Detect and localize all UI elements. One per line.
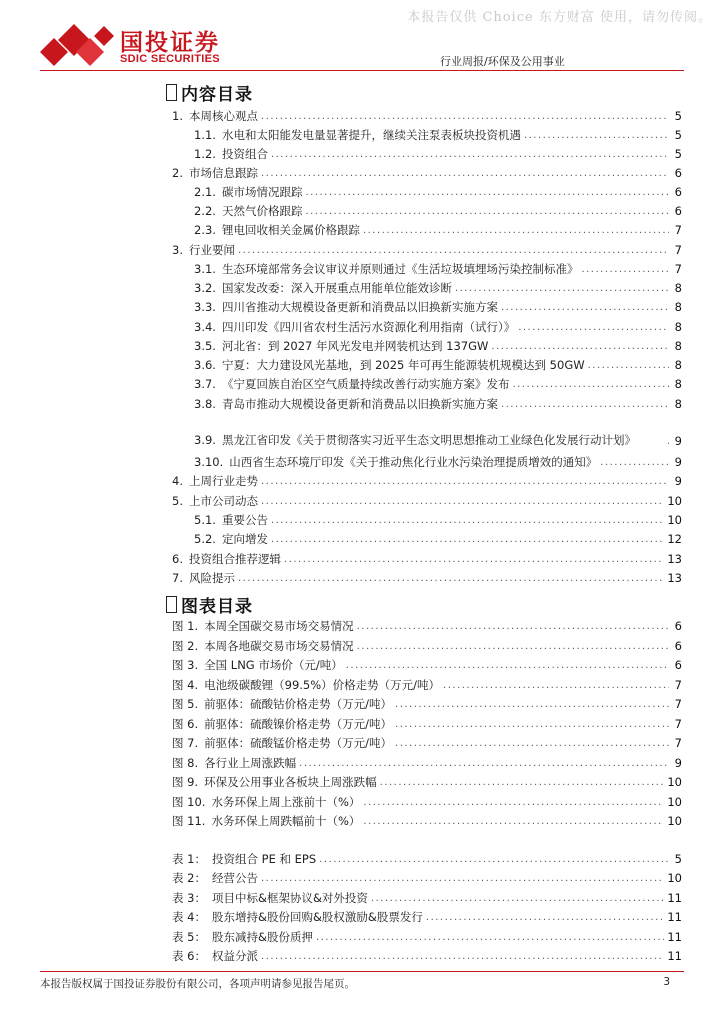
figure-entry[interactable]: 图 6. 前驱体：硫酸镍价格走势（万元/吨） ..... 7 — [172, 714, 682, 732]
toc-entry[interactable]: 3.5. 河北省：到 2027 年风光发电并网装机达到 137GW ..... 8 — [194, 336, 682, 354]
figures-heading — [166, 592, 253, 617]
toc-entry[interactable]: 3.2. 国家发改委：深入开展重点用能单位能效诊断 ..... 8 — [194, 278, 682, 296]
table-entry[interactable]: 表 5： 股东减持&股份质押 ..... 11 — [172, 927, 682, 945]
toc-entry[interactable]: 5.2. 定向增发 ..... 12 — [194, 529, 682, 547]
toc-entry[interactable]: 1.2. 投资组合 ..... 5 — [194, 144, 682, 162]
toc-entry[interactable]: 3.4. 四川印发《四川省农村生活污水资源化利用指南（试行）》 ..... 8 — [194, 317, 682, 335]
watermark: 本报告仅供 Choice 东方财富 使用，请勿传阅。 — [407, 10, 712, 25]
header-divider — [40, 70, 684, 71]
footer-disclaimer: 本报告版权属于国投证券股份有限公司，各项声明请参见报告尾页。 — [40, 978, 355, 990]
toc-entry[interactable]: 3.3. 四川省推动大规模设备更新和消费品以旧换新实施方案 ..... 8 — [194, 297, 682, 315]
toc-entry[interactable]: 5.1. 重要公告 ..... 10 — [194, 510, 682, 528]
toc-entry[interactable]: 3.1. 生态环境部常务会议审议并原则通过《生活垃圾填埋场污染控制标准》 ..... 7 — [194, 259, 682, 277]
logo-name-en: SDIC SECURITIES — [120, 53, 220, 65]
logo-name-cn: 国投证券 — [120, 30, 220, 56]
contents-heading — [166, 80, 253, 105]
figure-entry[interactable]: 图 7. 前驱体：硫酸锰价格走势（万元/吨） ..... 7 — [172, 733, 682, 751]
toc-entry[interactable]: 1.1. 水电和太阳能发电量显著提升，继续关注泵表板块投资机遇 ..... 5 — [194, 125, 682, 143]
table-entry[interactable]: 表 4： 股东增持&股份回购&股权激励&股票发行 ..... 11 — [172, 907, 682, 925]
toc-entry[interactable]: 3.7. 《宁夏回族自治区空气质量持续改善行动实施方案》发布 ..... 8 — [194, 374, 682, 392]
toc-entry[interactable]: 6. 投资组合推荐逻辑 ..... 13 — [172, 549, 682, 567]
figure-entry[interactable]: 图 2. 本周各地碳交易市场交易情况 ..... 6 — [172, 636, 682, 654]
table-entry[interactable]: 表 6： 权益分派 ..... 11 — [172, 946, 682, 964]
toc-entry[interactable]: 2.3. 锂电回收相关金属价格跟踪 ..... 7 — [194, 220, 682, 238]
figures-title: 图表目录 — [181, 597, 253, 617]
toc-entry[interactable]: 3.6. 宁夏：大力建设风光基地，到 2025 年可再生能源装机规模达到 50GW ..... 8 — [194, 355, 682, 373]
figure-entry[interactable]: 图 9. 环保及公用事业各板块上周涨跌幅 ..... 10 — [172, 772, 682, 790]
toc-entry[interactable]: 5. 上市公司动态 ..... 10 — [172, 491, 682, 509]
page-number: 3 — [663, 976, 670, 988]
toc-entry[interactable]: 7. 风险提示 ..... 13 — [172, 568, 682, 586]
figure-entry[interactable]: 图 10. 水务环保上周上涨前十（%） ..... 10 — [172, 792, 682, 810]
report-type: 行业周报/环保及公用事业 — [440, 55, 565, 68]
square-bullet-icon — [166, 84, 177, 101]
toc-entry[interactable]: 3.8. 青岛市推动大规模设备更新和消费品以旧换新实施方案 ..... 8 — [194, 394, 682, 412]
sdic-logo — [40, 24, 240, 68]
figure-entry[interactable]: 图 4. 电池级碳酸锂（99.5%）价格走势（万元/吨） ..... 7 — [172, 675, 682, 693]
table-entry[interactable]: 表 2： 经营公告 ..... 10 — [172, 868, 682, 886]
toc-entry[interactable]: 2.2. 天然气价格跟踪 ..... 6 — [194, 201, 682, 219]
table-entry[interactable]: 表 3： 项目中标&框架协议&对外投资 ..... 11 — [172, 888, 682, 906]
toc-entry[interactable]: 3.9. 黑龙江省印发《关于贯彻落实习近平生态文明思想推动工业绿色化发展行动计划》 ..... 9 — [194, 413, 682, 449]
figure-entry[interactable]: 图 5. 前驱体：硫酸钴价格走势（万元/吨） ..... 7 — [172, 694, 682, 712]
toc-entry[interactable]: 3. 行业要闻 ..... 7 — [172, 240, 682, 258]
toc-entry[interactable]: 2. 市场信息跟踪 ..... 6 — [172, 163, 682, 181]
square-bullet-icon — [166, 596, 177, 613]
toc-entry[interactable]: 4. 上周行业走势 ..... 9 — [172, 471, 682, 489]
figure-entry[interactable]: 图 1. 本周全国碳交易市场交易情况 ..... 6 — [172, 616, 682, 634]
contents-title: 内容目录 — [181, 85, 253, 105]
table-entry[interactable]: 表 1： 投资组合 PE 和 EPS ..... 5 — [172, 849, 682, 867]
logo-mark-icon — [40, 24, 116, 68]
figure-entry[interactable]: 图 3. 全国 LNG 市场价（元/吨） ..... 6 — [172, 655, 682, 673]
footer-divider — [40, 971, 684, 972]
toc-entry[interactable]: 3.10. 山西省生态环境厅印发《关于推动焦化行业水污染治理提质增效的通知》 ..... 9 — [194, 452, 682, 470]
figure-entry[interactable]: 图 11. 水务环保上周跌幅前十（%） ..... 10 — [172, 811, 682, 829]
figure-entry[interactable]: 图 8. 各行业上周涨跌幅 ..... 9 — [172, 753, 682, 771]
toc-entry[interactable]: 2.1. 碳市场情况跟踪 ..... 6 — [194, 182, 682, 200]
toc-entry[interactable]: 1. 本周核心观点 ..... 5 — [172, 106, 682, 124]
